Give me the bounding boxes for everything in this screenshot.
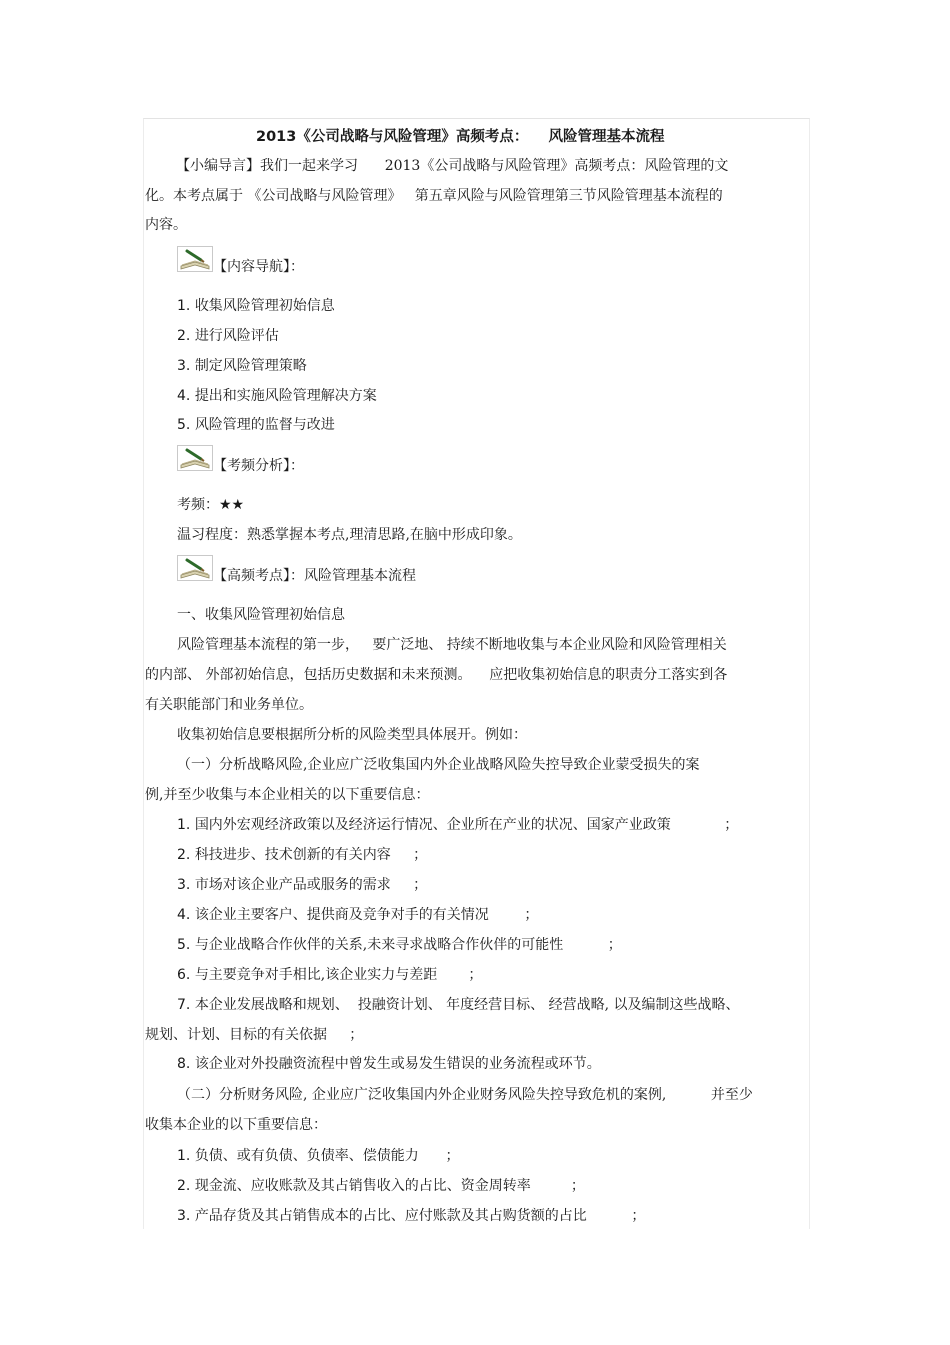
list-item: 3. 产品存货及其占销售成本的占比、应付账款及其占购货额的占比 ； <box>177 1208 646 1224</box>
section-nav-heading: 【内容导航】： <box>213 259 304 275</box>
nav-item: 4. 提出和实施风险管理解决方案 <box>177 388 377 404</box>
nav-item: 3. 制定风险管理策略 <box>177 358 307 374</box>
page-title: 2013《公司战略与风险管理》高频考点： 风险管理基本流程 <box>256 129 665 145</box>
paragraph-line: 收集初始信息要根据所分析的风险类型具体展开。例如： <box>177 727 527 743</box>
book-icon <box>177 445 213 471</box>
list-item: 3. 市场对该企业产品或服务的需求 ； <box>177 877 428 893</box>
paragraph-line: （二）分析财务风险, 企业应广泛收集国内外企业财务风险失控导致危机的案例, 并至少 <box>177 1087 753 1103</box>
list-item: 6. 与主要竞争对手相比,该企业实力与差距 ； <box>177 967 483 983</box>
list-item: 1. 负债、或有负债、负债率、偿债能力 ； <box>177 1148 460 1164</box>
list-item: 1. 国内外宏观经济政策以及经济运行情况、企业所在产业的状况、国家产业政策 ； <box>177 817 739 833</box>
book-icon <box>177 246 213 272</box>
paragraph-line: 有关职能部门和业务单位。 <box>145 697 313 713</box>
list-item: 7. 本企业发展战略和规划、 投融资计划、 年度经营目标、 经营战略, 以及编制这些战略、 <box>177 997 740 1013</box>
section-key-heading: 【高频考点】：风险管理基本流程 <box>213 568 416 584</box>
list-item: 2. 科技进步、技术创新的有关内容 ； <box>177 847 428 863</box>
paragraph-line: 例,并至少收集与本企业相关的以下重要信息： <box>145 787 430 803</box>
list-item: 8. 该企业对外投融资流程中曾发生或易发生错误的业务流程或环节。 <box>177 1056 601 1072</box>
list-item-continuation: 规划、计划、目标的有关依据 ； <box>145 1027 364 1043</box>
section-freq-heading: 【考频分析】： <box>213 458 304 474</box>
list-item: 2. 现金流、应收账款及其占销售收入的占比、资金周转率 ； <box>177 1178 585 1194</box>
list-item: 4. 该企业主要客户、提供商及竞争对手的有关情况 ； <box>177 907 539 923</box>
nav-item: 2. 进行风险评估 <box>177 328 279 344</box>
paragraph-line: 收集本企业的以下重要信息： <box>145 1117 327 1133</box>
intro-line-2: 化。本考点属于 《公司战略与风险管理》 第五章风险与风险管理第三节风险管理基本流程的 <box>145 188 723 204</box>
nav-item: 5. 风险管理的监督与改进 <box>177 417 335 433</box>
book-icon <box>177 555 213 581</box>
review-level: 温习程度：熟悉掌握本考点,理清思路,在脑中形成印象。 <box>177 527 522 543</box>
list-item: 5. 与企业战略合作伙伴的关系,未来寻求战略合作伙伴的可能性 ； <box>177 937 622 953</box>
nav-item: 1. 收集风险管理初始信息 <box>177 298 335 314</box>
intro-line-3: 内容。 <box>145 217 187 233</box>
paragraph-line: 的内部、 外部初始信息，包括历史数据和未来预测。 应把收集初始信息的职责分工落实到各 <box>145 667 728 683</box>
heading-collect-info: 一、收集风险管理初始信息 <box>177 607 345 623</box>
paragraph-line: 风险管理基本流程的第一步， 要广泛地、 持续不断地收集与本企业风险和风险管理相关 <box>177 637 727 653</box>
star-rating: ★★ <box>219 497 245 513</box>
paragraph-line: （一）分析战略风险,企业应广泛收集国内外企业战略风险失控导致企业蒙受损失的案 <box>177 757 700 773</box>
intro-line-1: 【小编导言】我们一起来学习 2013《公司战略与风险管理》高频考点：风险管理的文 <box>176 158 729 174</box>
freq-rating: 考频：★★ <box>177 497 245 513</box>
